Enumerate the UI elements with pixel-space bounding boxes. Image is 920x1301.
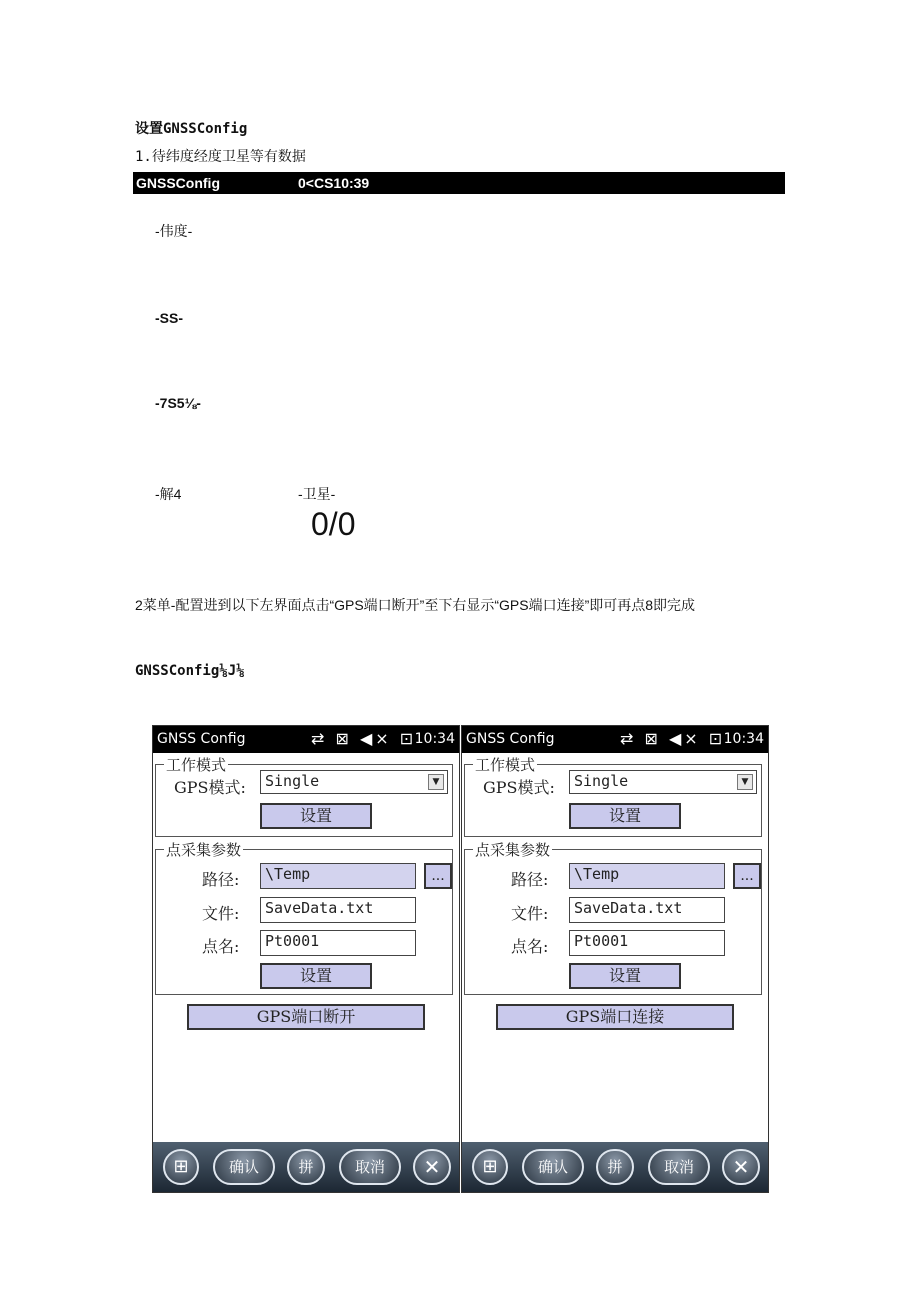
point-params-group bbox=[155, 841, 453, 995]
work-mode-title: 工作模式 bbox=[475, 756, 536, 774]
app-title: GNSS Config bbox=[466, 731, 555, 747]
input-method-button[interactable]: 拼 bbox=[287, 1149, 325, 1185]
chevron-down-icon[interactable]: ▼ bbox=[737, 774, 753, 790]
doc-step1: 1.待纬度经度卫星等有数据 bbox=[135, 149, 306, 165]
doc-heading: 设置GNSSConfig bbox=[135, 121, 248, 137]
confirm-button[interactable]: 确认 bbox=[522, 1149, 584, 1185]
gps-mode-value: Single bbox=[265, 772, 320, 790]
cancel-button[interactable]: 取消 bbox=[648, 1149, 710, 1185]
status-icons: ⇄ ⊠ ◀× ⊡ bbox=[311, 729, 417, 748]
clock: 10:34 bbox=[723, 731, 764, 747]
latitude-label: -伟度- bbox=[155, 223, 193, 239]
satellite-value: 0/0 bbox=[311, 506, 356, 542]
taskbar bbox=[153, 1142, 459, 1192]
work-mode-group bbox=[464, 756, 762, 837]
file-input[interactable]: SaveData.txt bbox=[569, 897, 725, 923]
taskbar bbox=[462, 1142, 768, 1192]
point-name-label: 点名: bbox=[511, 937, 549, 956]
gps-mode-select[interactable] bbox=[260, 770, 448, 794]
file-input[interactable]: SaveData.txt bbox=[260, 897, 416, 923]
title-bar bbox=[153, 726, 459, 753]
status-icons: ⇄ ⊠ ◀× ⊡ bbox=[620, 729, 726, 748]
status-bar bbox=[133, 172, 785, 194]
gps-mode-label: GPS模式: bbox=[174, 778, 246, 797]
clock: 10:34 bbox=[414, 731, 455, 747]
gps-port-disconnect-button[interactable]: GPS端口断开 bbox=[187, 1004, 425, 1030]
confirm-button[interactable]: 确认 bbox=[213, 1149, 275, 1185]
set-point-button[interactable]: 设置 bbox=[569, 963, 681, 989]
status-info: 0<CS10:39 bbox=[298, 175, 370, 191]
input-method-button[interactable]: 拼 bbox=[596, 1149, 634, 1185]
app-title: GNSS Config bbox=[157, 731, 246, 747]
point-name-input[interactable]: Pt0001 bbox=[569, 930, 725, 956]
point-params-group bbox=[464, 841, 762, 995]
point-name-label: 点名: bbox=[202, 937, 240, 956]
set-mode-button[interactable]: 设置 bbox=[260, 803, 372, 829]
browse-button[interactable]: ... bbox=[733, 863, 761, 889]
device-screen-right bbox=[461, 725, 769, 1193]
chevron-down-icon[interactable]: ▼ bbox=[428, 774, 444, 790]
set-mode-button[interactable]: 设置 bbox=[569, 803, 681, 829]
point-params-title: 点采集参数 bbox=[166, 841, 242, 859]
path-input[interactable]: \Temp bbox=[260, 863, 416, 889]
doc-caption: GNSSConfig⅛J⅛ bbox=[135, 663, 245, 679]
doc-step2: 2菜单-配置进到以下左界面点击“GPS端口断开”至下右显示“GPS端口连接”即可再点8即完成 bbox=[135, 597, 696, 613]
set-point-button[interactable]: 设置 bbox=[260, 963, 372, 989]
work-mode-title: 工作模式 bbox=[166, 756, 227, 774]
windows-start-icon[interactable]: ⊞ bbox=[472, 1149, 508, 1185]
ss-label: -SS- bbox=[155, 310, 183, 326]
work-mode-group bbox=[155, 756, 453, 837]
title-bar bbox=[462, 726, 768, 753]
gps-port-connect-button[interactable]: GPS端口连接 bbox=[496, 1004, 734, 1030]
point-params-title: 点采集参数 bbox=[475, 841, 551, 859]
close-icon[interactable]: ✕ bbox=[413, 1149, 451, 1185]
path-label: 路径: bbox=[202, 870, 240, 889]
status-app-name: GNSSConfig bbox=[136, 175, 220, 191]
satellite-label: -卫星- bbox=[298, 486, 336, 502]
gps-mode-value: Single bbox=[574, 772, 629, 790]
path-label: 路径: bbox=[511, 870, 549, 889]
browse-button[interactable]: ... bbox=[424, 863, 452, 889]
device-screen-left bbox=[152, 725, 460, 1193]
third-label: -7S5⅛- bbox=[155, 395, 201, 411]
solution-label: -解4 bbox=[155, 486, 182, 502]
file-label: 文件: bbox=[202, 904, 240, 923]
path-input[interactable]: \Temp bbox=[569, 863, 725, 889]
file-label: 文件: bbox=[511, 904, 549, 923]
point-name-input[interactable]: Pt0001 bbox=[260, 930, 416, 956]
windows-start-icon[interactable]: ⊞ bbox=[163, 1149, 199, 1185]
close-icon[interactable]: ✕ bbox=[722, 1149, 760, 1185]
cancel-button[interactable]: 取消 bbox=[339, 1149, 401, 1185]
gps-mode-label: GPS模式: bbox=[483, 778, 555, 797]
gps-mode-select[interactable] bbox=[569, 770, 757, 794]
